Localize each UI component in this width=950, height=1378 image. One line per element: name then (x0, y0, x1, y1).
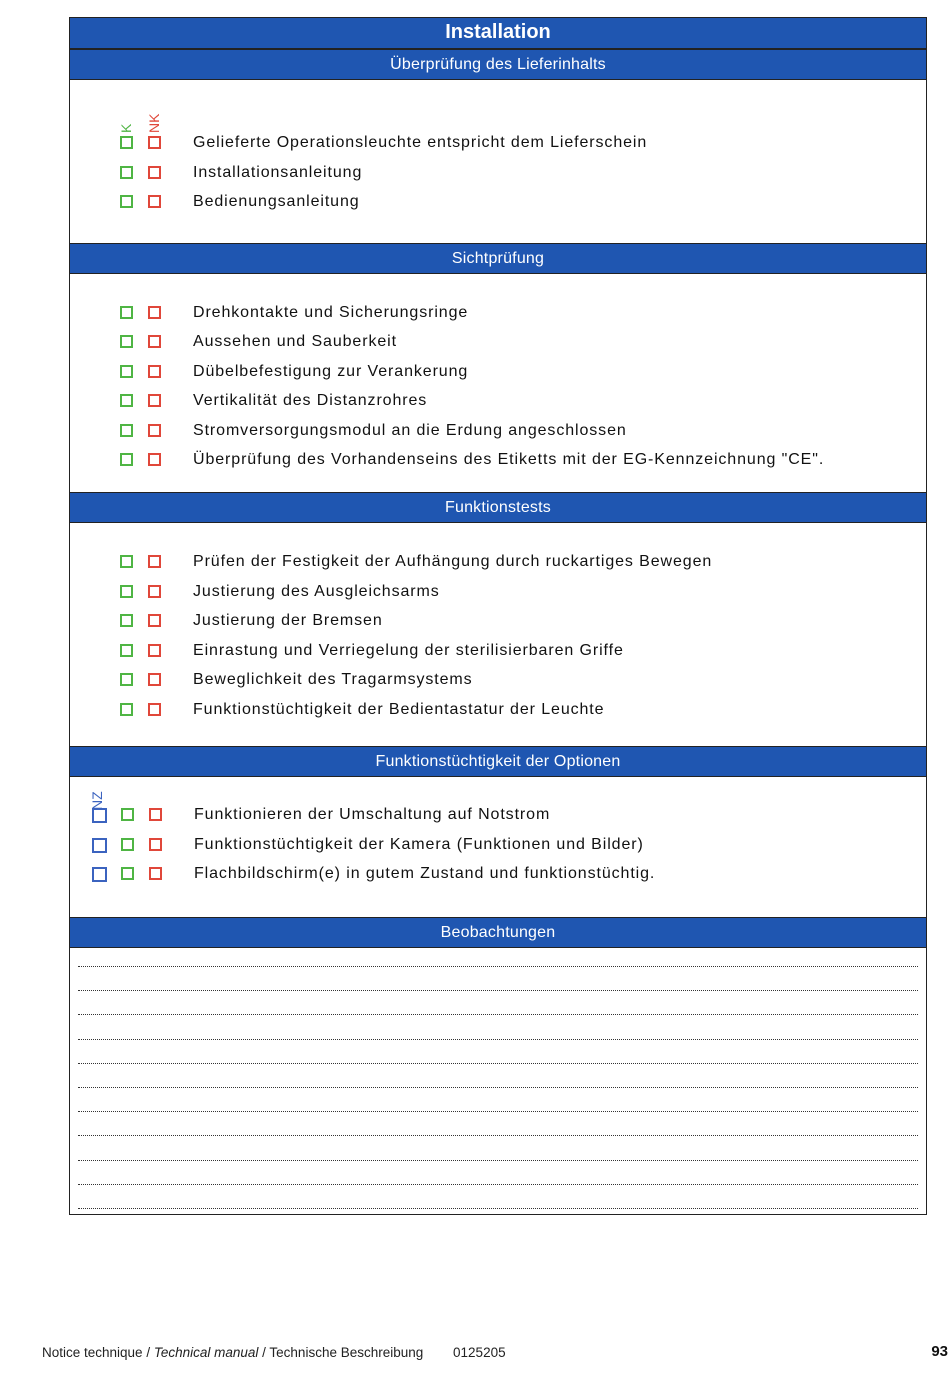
checklist-item (70, 163, 926, 195)
checklist-item-label: Flachbildschirm(e) in gutem Zustand und funktionstüchtig. (194, 865, 656, 882)
checklist-item (70, 614, 926, 643)
checkbox-k[interactable] (121, 838, 134, 851)
checkbox-nk[interactable] (148, 614, 161, 627)
checkbox-k[interactable] (120, 644, 133, 657)
checkbox-nk[interactable] (148, 335, 161, 348)
observation-line[interactable] (78, 1062, 918, 1064)
checkbox-k[interactable] (120, 166, 133, 179)
checkbox-nk[interactable] (148, 644, 161, 657)
checklist-item-label: Dübelbefestigung zur Verankerung (193, 362, 469, 380)
checkbox-k[interactable] (120, 335, 133, 348)
page-footer (42, 1345, 506, 1360)
checklist-item-label: Funktionieren der Umschaltung auf Notstrom (194, 806, 551, 823)
checklist-item-label: Überprüfung des Vorhandenseins des Etiketts mit der EG-Kennzeichnung "CE". (193, 451, 825, 468)
checkbox-nk[interactable] (149, 808, 162, 821)
checkbox-nk[interactable] (148, 585, 161, 598)
checklist-item-label: Stromversorgungsmodul an die Erdung angeschlossen (193, 421, 627, 439)
checklist-item (70, 453, 926, 482)
checkbox-nz[interactable] (92, 838, 107, 853)
section-heading-delivery: Überprüfung des Lieferinhalts (70, 49, 926, 80)
checklist-item-label: Bedienungsanleitung (193, 193, 360, 210)
observation-line[interactable] (78, 1013, 918, 1015)
checklist-item (70, 195, 926, 224)
checkbox-k[interactable] (120, 306, 133, 319)
checkbox-nk[interactable] (148, 703, 161, 716)
checkbox-nk[interactable] (148, 365, 161, 378)
checklist-item-label: Beweglichkeit des Tragarmsystems (193, 671, 473, 688)
checkbox-nk[interactable] (148, 424, 161, 437)
footer-italic: Technical manual (153, 1345, 259, 1360)
checklist-item (70, 394, 926, 423)
checkbox-nk[interactable] (148, 394, 161, 407)
observation-line[interactable] (78, 1110, 918, 1112)
checkbox-nk[interactable] (149, 867, 162, 880)
checklist-item-label: Justierung der Bremsen (193, 612, 383, 629)
checklist-item (70, 700, 926, 732)
checkbox-nk[interactable] (148, 453, 161, 466)
checklist-item (70, 306, 926, 335)
footer-suffix: / Technische Beschreibung (258, 1345, 424, 1360)
checkbox-nk[interactable] (149, 838, 162, 851)
footer-prefix: Notice technique / (42, 1345, 154, 1360)
checkbox-k[interactable] (120, 424, 133, 437)
checkbox-k[interactable] (120, 453, 133, 466)
column-label-nz: NZ (89, 791, 105, 810)
checklist-item (70, 555, 926, 584)
checklist-item (70, 335, 926, 364)
checkbox-k[interactable] (120, 365, 133, 378)
footer-doc-number: 0125205 (453, 1345, 506, 1360)
checklist-item-label: Installationsanleitung (193, 163, 363, 181)
observation-line[interactable] (78, 1086, 918, 1088)
checklist-item (70, 362, 926, 394)
checklist-item-label: Prüfen der Festigkeit der Aufhängung durch ruckartiges Bewegen (193, 553, 713, 570)
observation-line[interactable] (78, 965, 918, 967)
checkbox-k[interactable] (120, 195, 133, 208)
checklist-item-label: Vertikalität des Distanzrohres (193, 392, 428, 410)
checklist-item-label: Funktionstüchtigkeit der Kamera (Funktionen und Bilder) (194, 835, 644, 853)
observation-line[interactable] (78, 1134, 918, 1136)
checkbox-nz[interactable] (92, 867, 107, 882)
checkbox-k[interactable] (120, 673, 133, 686)
checkbox-nk[interactable] (148, 306, 161, 319)
checkbox-nk[interactable] (148, 673, 161, 686)
section-heading-function-tests: Funktionstests (70, 492, 926, 523)
section-heading-observations: Beobachtungen (70, 917, 926, 948)
column-label-k: K (118, 123, 134, 133)
checkbox-k[interactable] (120, 614, 133, 627)
checklist-item (70, 582, 926, 614)
observation-line[interactable] (78, 1159, 918, 1161)
observation-line[interactable] (78, 1207, 918, 1209)
checklist-item (70, 641, 926, 673)
checklist-item (70, 421, 926, 453)
checkbox-nz[interactable] (92, 808, 107, 823)
checkbox-k[interactable] (120, 585, 133, 598)
checklist-item-label: Aussehen und Sauberkeit (193, 333, 397, 351)
section-heading-options: Funktionstüchtigkeit der Optionen (70, 746, 926, 777)
checkbox-k[interactable] (121, 808, 134, 821)
checkbox-nk[interactable] (148, 195, 161, 208)
form-title: Installation (70, 18, 926, 49)
column-label-nk: NK (146, 113, 162, 133)
checkbox-k[interactable] (121, 867, 134, 880)
page-number: 93 (931, 1343, 948, 1360)
checkbox-k[interactable] (120, 136, 133, 149)
checklist-item-label: Funktionstüchtigkeit der Bedientastatur der Leuchte (193, 700, 605, 718)
checklist-item (70, 867, 926, 896)
checklist-form (69, 17, 927, 1215)
checkbox-nk[interactable] (148, 555, 161, 568)
checklist-item-label: Drehkontakte und Sicherungsringe (193, 304, 469, 321)
observation-line[interactable] (78, 1183, 918, 1185)
observation-line[interactable] (78, 989, 918, 991)
checkbox-nk[interactable] (148, 136, 161, 149)
checkbox-k[interactable] (120, 703, 133, 716)
checkbox-nk[interactable] (148, 166, 161, 179)
checklist-item (70, 673, 926, 702)
checklist-item-label: Gelieferte Operationsleuchte entspricht dem Lieferschein (193, 134, 648, 151)
checkbox-k[interactable] (120, 394, 133, 407)
checklist-item (70, 136, 926, 165)
checkbox-k[interactable] (120, 555, 133, 568)
checklist-item-label: Justierung des Ausgleichsarms (193, 582, 440, 600)
checklist-item (70, 835, 926, 867)
section-heading-visual: Sichtprüfung (70, 243, 926, 274)
checklist-item (70, 808, 926, 837)
checklist-item-label: Einrastung und Verriegelung der sterilisierbaren Griffe (193, 641, 624, 659)
observation-line[interactable] (78, 1038, 918, 1040)
